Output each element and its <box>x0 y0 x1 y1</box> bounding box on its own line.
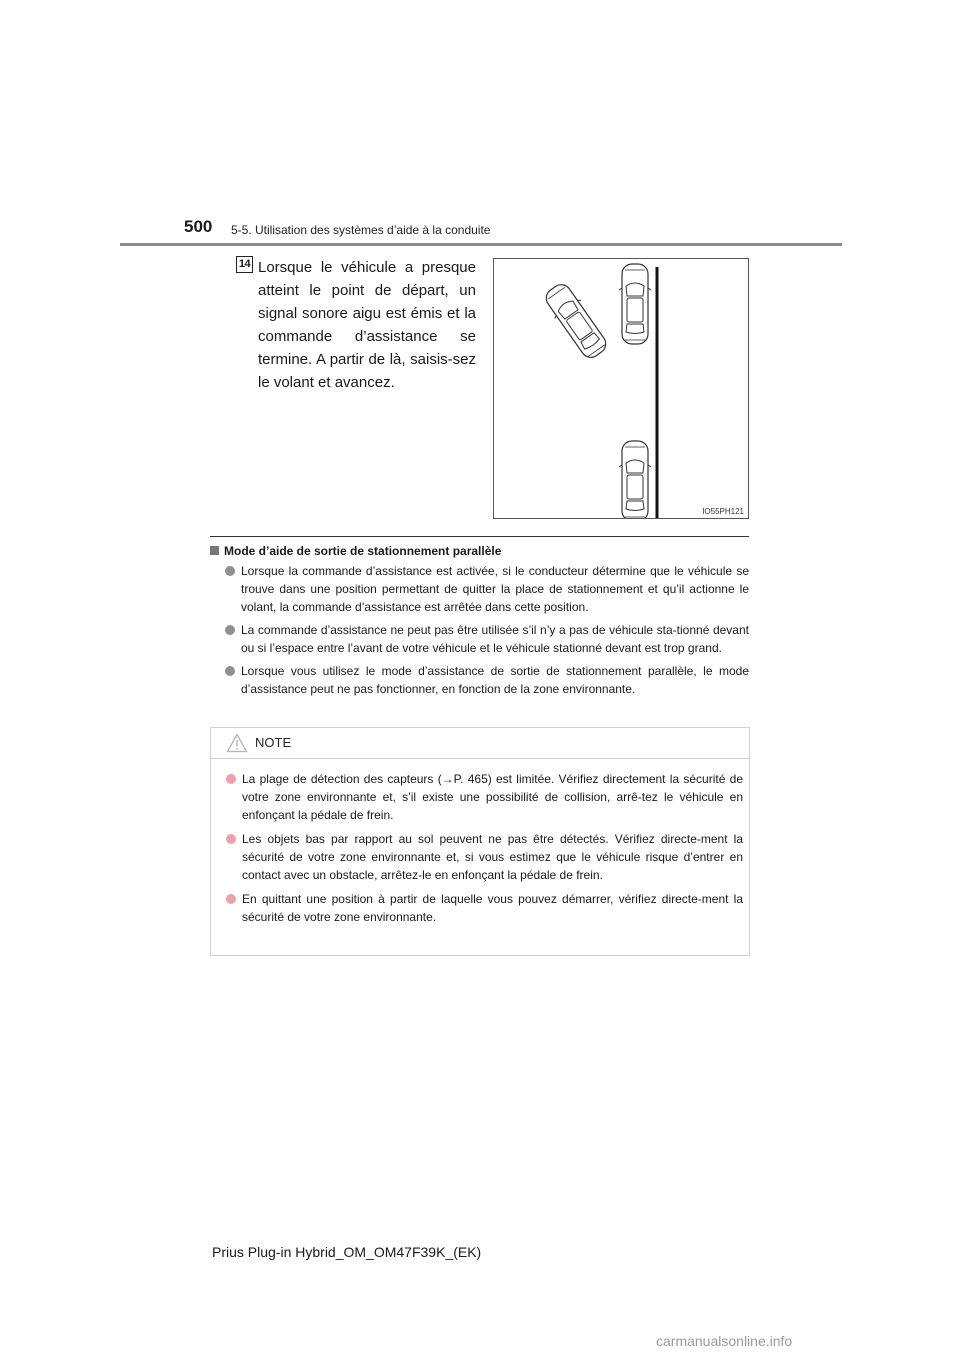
figure-code: IO55PH121 <box>702 507 744 516</box>
main-bullet-list <box>223 562 749 703</box>
own-car-exiting <box>540 279 612 363</box>
parked-car-front <box>619 264 651 344</box>
circle-bullet-icon <box>226 834 236 844</box>
circle-bullet-icon <box>225 666 235 676</box>
note-box <box>210 727 750 956</box>
circle-bullet-icon <box>226 894 236 904</box>
footer-document-id: Prius Plug-in Hybrid_OM_OM47F39K_(EK) <box>212 1244 482 1260</box>
circle-bullet-icon <box>225 625 235 635</box>
list-item: Lorsque la commande d’assistance est activée, si le conducteur détermine que le véhicule se trouve dans une position permettant de quitter la place de stationnement et qu’il actionne le volant, la commande d’assistance est arrêtée dans cette position. <box>223 562 749 616</box>
circle-bullet-icon <box>225 566 235 576</box>
list-item: La plage de détection des capteurs (→P. 465) est limitée. Vérifiez directement la sécurité de votre zone environnante et, s’il existe une possibilité de collision, arrê-tez le véhicule en enfonçant la pédale de frein. <box>224 770 743 824</box>
header-rule <box>120 243 842 246</box>
list-item: En quittant une position à partir de laquelle vous pouvez démarrer, vérifiez directe-ment la sécurité de votre zone environnante. <box>224 890 743 926</box>
list-item: La commande d’assistance ne peut pas être utilisée s’il n’y a pas de véhicule sta-tionné devant ou si l’espace entre l’avant de votre véhicule et le véhicule stationné devant est trop grand. <box>223 621 749 657</box>
section-heading <box>210 544 501 558</box>
step-text: Lorsque le véhicule a presque atteint le point de départ, un signal sonore aigu est émis et la commande d’assistance se termine. A partir de là, saisis-sez le volant et avancez. <box>258 259 476 391</box>
parking-illustration <box>493 258 749 519</box>
section-rule <box>210 536 749 537</box>
note-header-rule <box>211 758 749 759</box>
parking-diagram <box>494 259 748 518</box>
section-heading-text: Mode d’aide de sortie de stationnement parallèle <box>224 544 502 558</box>
note-bullet-list <box>224 770 743 932</box>
parked-car-rear <box>619 441 651 518</box>
warning-icon <box>226 733 248 753</box>
section-title: 5-5. Utilisation des systèmes d’aide à la conduite <box>231 223 491 237</box>
list-item: Lorsque vous utilisez le mode d’assistance de sortie de stationnement parallèle, le mode d’assistance peut ne pas fonctionner, en fonction de la zone environnante. <box>223 662 749 698</box>
list-item: Les objets bas par rapport au sol peuvent ne pas être détectés. Vérifiez directe-ment la sécurité de votre zone environnante et, si vous estimez que le véhicule risque d’entrer en contact avec un obstacle, arrêtez-le en enfonçant la pédale de frein. <box>224 830 743 884</box>
watermark: carmanualsonline.info <box>656 1333 793 1349</box>
page-number: 500 <box>184 217 213 236</box>
square-bullet-icon <box>210 546 219 555</box>
note-label: NOTE <box>255 735 292 750</box>
step-number-badge: 14 <box>236 256 253 273</box>
circle-bullet-icon <box>226 774 236 784</box>
